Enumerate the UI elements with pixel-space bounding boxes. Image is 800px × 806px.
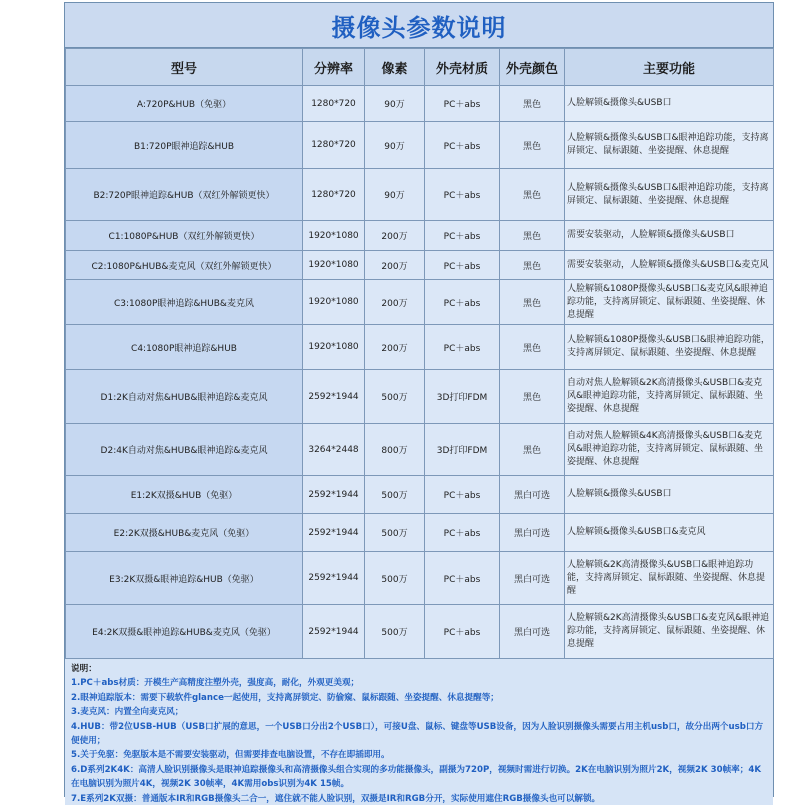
resolution-cell: 2592*1944 (303, 476, 365, 514)
model-cell: E1:2K双摄&HUB（免驱） (66, 476, 303, 514)
resolution-cell: 2592*1944 (303, 514, 365, 552)
table-header-row (66, 49, 774, 86)
color-cell: 黑色 (500, 221, 565, 251)
model-cell: E4:2K双摄&眼神追踪&HUB&麦克风（免驱） (66, 605, 303, 659)
table-row (66, 169, 774, 221)
color-cell: 黑色 (500, 325, 565, 370)
resolution-cell: 2592*1944 (303, 370, 365, 424)
header-resolution: 分辨率 (303, 49, 365, 86)
pixels-cell: 500万 (365, 476, 425, 514)
table-row (66, 251, 774, 280)
note-line: 2.眼神追踪版本：需要下载软件glance一起使用，支持离屏锁定、防偷窥、鼠标跟随、坐姿提醒、休息提醒等； (71, 692, 499, 703)
resolution-cell: 3264*2448 (303, 424, 365, 476)
resolution-cell: 1280*720 (303, 86, 365, 122)
model-cell: B2:720P眼神追踪&HUB（双红外解锁更快） (66, 169, 303, 221)
spec-table (65, 48, 774, 659)
model-cell: D1:2K自动对焦&HUB&眼神追踪&麦克风 (66, 370, 303, 424)
material-cell: PC＋abs (425, 325, 500, 370)
header-model: 型号 (66, 49, 303, 86)
function-cell: 人脸解锁&摄像头&USB口 (565, 476, 774, 514)
material-cell: PC＋abs (425, 169, 500, 221)
function-cell: 人脸解锁&1080P摄像头&USB口&麦克风&眼神追踪功能，支持离屏锁定、鼠标跟随、坐姿提醒、休息提醒 (565, 280, 774, 325)
header-material: 外壳材质 (425, 49, 500, 86)
material-cell: PC＋abs (425, 605, 500, 659)
function-cell: 人脸解锁&2K高清摄像头&USB口&麦克风&眼神追踪功能，支持离屏锁定、鼠标跟随、坐姿提醒、休息提醒 (565, 605, 774, 659)
pixels-cell: 90万 (365, 122, 425, 169)
function-cell: 需要安装驱动，人脸解锁&摄像头&USB口 (565, 221, 774, 251)
table-row (66, 86, 774, 122)
pixels-cell: 500万 (365, 552, 425, 605)
model-cell: D2:4K自动对焦&HUB&眼神追踪&麦克风 (66, 424, 303, 476)
pixels-cell: 200万 (365, 280, 425, 325)
material-cell: 3D打印FDM (425, 424, 500, 476)
model-cell: B1:720P眼神追踪&HUB (66, 122, 303, 169)
note-line: 3.麦克风：内置全向麦克风； (71, 707, 184, 718)
table-row (66, 370, 774, 424)
table-row (66, 325, 774, 370)
note-line: 1.PC＋abs材质：开模生产高精度注塑外壳，强度高，耐化，外观更美观； (71, 678, 360, 689)
pixels-cell: 90万 (365, 86, 425, 122)
material-cell: PC＋abs (425, 221, 500, 251)
resolution-cell: 2592*1944 (303, 552, 365, 605)
table-row (66, 552, 774, 605)
header-color: 外壳颜色 (500, 49, 565, 86)
function-cell: 人脸解锁&摄像头&USB口 (565, 86, 774, 122)
material-cell: PC＋abs (425, 251, 500, 280)
function-cell: 人脸解锁&2K高清摄像头&USB口&眼神追踪功能，支持离屏锁定、鼠标跟随、坐姿提醒、休息提醒 (565, 552, 774, 605)
note-line: 4.HUB：带2位USB-HUB（USB口扩展的意思，一个USB口分出2个USB口），可接U盘、鼠标、键盘等USB设备，因为人脸识别摄像头需要占用主机usb口，故分出两个usb口方便使用； (71, 721, 764, 747)
pixels-cell: 200万 (365, 251, 425, 280)
resolution-cell: 2592*1944 (303, 605, 365, 659)
color-cell: 黑色 (500, 280, 565, 325)
color-cell: 黑白可选 (500, 514, 565, 552)
material-cell: PC＋abs (425, 86, 500, 122)
pixels-cell: 500万 (365, 370, 425, 424)
material-cell: PC＋abs (425, 552, 500, 605)
function-cell: 自动对焦人脸解锁&4K高清摄像头&USB口&麦克风&眼神追踪功能，支持离屏锁定、鼠标跟随、坐姿提醒、休息提醒 (565, 424, 774, 476)
model-cell: C4:1080P眼神追踪&HUB (66, 325, 303, 370)
table-row (66, 424, 774, 476)
resolution-cell: 1280*720 (303, 169, 365, 221)
table-row (66, 221, 774, 251)
function-cell: 自动对焦人脸解锁&2K高清摄像头&USB口&麦克风&眼神追踪功能，支持离屏锁定、鼠标跟随、坐姿提醒、休息提醒 (565, 370, 774, 424)
function-cell: 人脸解锁&摄像头&USB口&麦克风 (565, 514, 774, 552)
model-cell: C1:1080P&HUB（双红外解锁更快） (66, 221, 303, 251)
table-row (66, 122, 774, 169)
resolution-cell: 1920*1080 (303, 280, 365, 325)
model-cell: E3:2K双摄&眼神追踪&HUB（免驱） (66, 552, 303, 605)
model-cell: C3:1080P眼神追踪&HUB&麦克风 (66, 280, 303, 325)
resolution-cell: 1280*720 (303, 122, 365, 169)
color-cell: 黑白可选 (500, 605, 565, 659)
pixels-cell: 500万 (365, 605, 425, 659)
table-row (66, 476, 774, 514)
color-cell: 黑色 (500, 122, 565, 169)
note-line: 5.关于免驱：免驱版本是不需要安装驱动，但需要排查电脑设置，不存在即插即用。 (71, 750, 390, 761)
function-cell: 人脸解锁&摄像头&USB口&眼神追踪功能，支持离屏锁定、鼠标跟随、坐姿提醒、休息提醒 (565, 122, 774, 169)
spec-sheet (64, 2, 774, 804)
material-cell: 3D打印FDM (425, 370, 500, 424)
page-title: 摄像头参数说明 (65, 3, 773, 48)
note-line: 6.D系列2K4K：高清人脸识别摄像头是眼神追踪摄像头和高清摄像头组合实现的多功能摄像头，副摄为720P，视频时需进行切换。2K在电脑识别为照片2K，视频2K 30帧率；4K在电脑识别为照片4K，视频2K 30帧率，4K需用obs识别为4K 15帧。 (71, 764, 761, 790)
resolution-cell: 1920*1080 (303, 325, 365, 370)
table-row (66, 605, 774, 659)
color-cell: 黑色 (500, 370, 565, 424)
header-function: 主要功能 (565, 49, 774, 86)
resolution-cell: 1920*1080 (303, 251, 365, 280)
pixels-cell: 800万 (365, 424, 425, 476)
model-cell: C2:1080P&HUB&麦克风（双红外解锁更快） (66, 251, 303, 280)
material-cell: PC＋abs (425, 280, 500, 325)
notes-heading: 说明： (71, 664, 97, 674)
function-cell: 人脸解锁&1080P摄像头&USB口&眼神追踪功能，支持离屏锁定、鼠标跟随、坐姿提醒、休息提醒 (565, 325, 774, 370)
table-row (66, 514, 774, 552)
color-cell: 黑色 (500, 251, 565, 280)
pixels-cell: 500万 (365, 514, 425, 552)
pixels-cell: 200万 (365, 325, 425, 370)
table-row (66, 280, 774, 325)
function-cell: 需要安装驱动，人脸解锁&摄像头&USB口&麦克风 (565, 251, 774, 280)
pixels-cell: 90万 (365, 169, 425, 221)
header-pixels: 像素 (365, 49, 425, 86)
material-cell: PC＋abs (425, 476, 500, 514)
color-cell: 黑色 (500, 424, 565, 476)
material-cell: PC＋abs (425, 514, 500, 552)
color-cell: 黑色 (500, 86, 565, 122)
notes-section (65, 659, 773, 805)
model-cell: A:720P&HUB（免驱） (66, 86, 303, 122)
pixels-cell: 200万 (365, 221, 425, 251)
note-line: 7.E系列2K双摄：普通版本IR和RGB摄像头二合一，遮住就不能人脸识别，双摄是IR和RGB分开，实际使用遮住RGB摄像头也可以解锁。 (71, 793, 601, 804)
resolution-cell: 1920*1080 (303, 221, 365, 251)
material-cell: PC＋abs (425, 122, 500, 169)
function-cell: 人脸解锁&摄像头&USB口&眼神追踪功能，支持离屏锁定、鼠标跟随、坐姿提醒、休息提醒 (565, 169, 774, 221)
color-cell: 黑白可选 (500, 552, 565, 605)
model-cell: E2:2K双摄&HUB&麦克风（免驱） (66, 514, 303, 552)
color-cell: 黑色 (500, 169, 565, 221)
color-cell: 黑白可选 (500, 476, 565, 514)
